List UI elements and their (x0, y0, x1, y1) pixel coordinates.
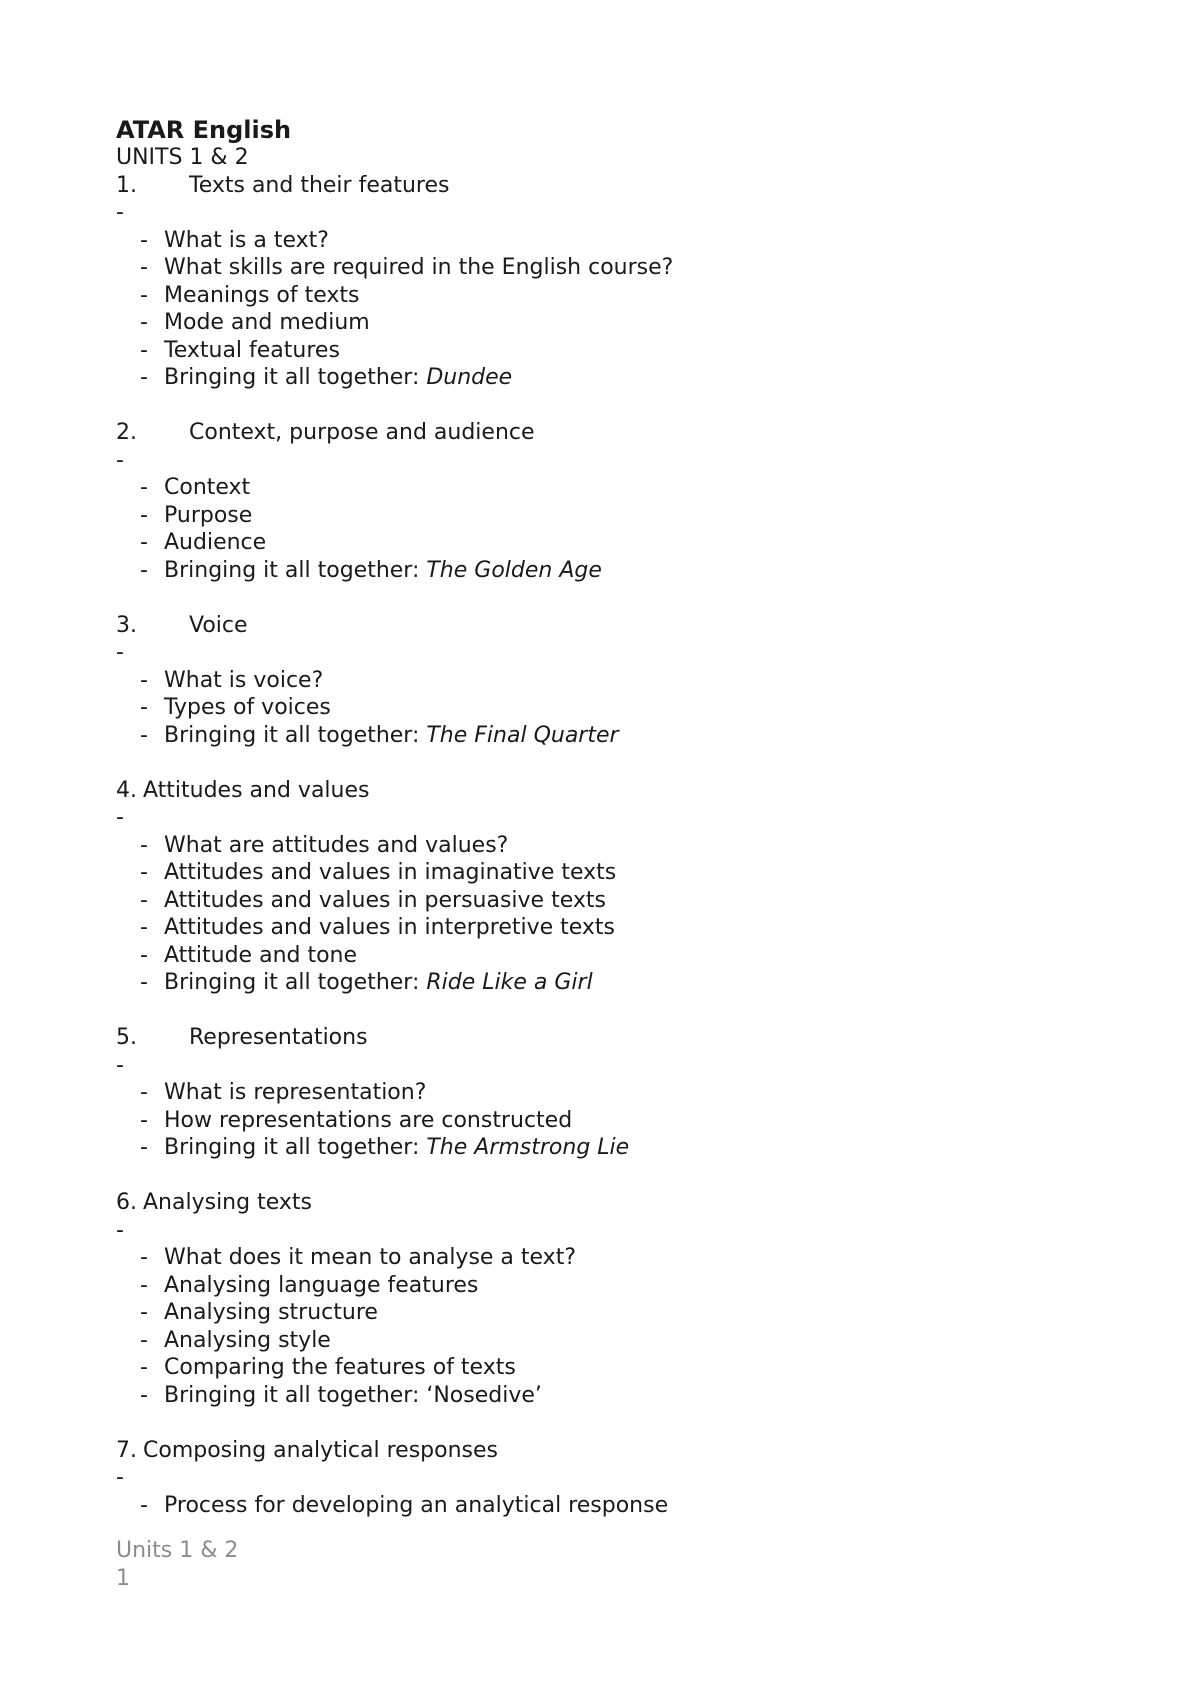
dash-bullet: - (140, 1355, 148, 1380)
list-item (140, 1107, 1116, 1135)
section-items (116, 1079, 1116, 1162)
section-5 (116, 1024, 1116, 1162)
dash-bullet: - (140, 1382, 148, 1408)
dash-bullet: - (140, 667, 148, 693)
page-number: 1 (116, 1565, 130, 1591)
dash-bullet: - (140, 255, 148, 280)
section-items (116, 832, 1116, 997)
section-2 (116, 419, 1116, 584)
section-number: 6. (116, 1190, 137, 1215)
section-list (116, 172, 1116, 1520)
list-item-text: Comparing the features of texts (164, 1355, 516, 1380)
list-item (140, 309, 1116, 337)
document-content (116, 116, 1116, 1519)
list-item-text: How representations are constructed (164, 1107, 573, 1133)
section-dash: - (116, 1217, 124, 1243)
dash-bullet: - (140, 310, 148, 335)
list-item (140, 1079, 1116, 1107)
text-title-italic: Ride Like a Girl (426, 970, 593, 995)
section-heading (116, 777, 1116, 805)
list-item (140, 667, 1116, 695)
footer-label: Units 1 & 2 (116, 1538, 239, 1563)
list-item-text: Bringing it all together: (164, 557, 427, 583)
section-title: Voice (189, 612, 248, 638)
list-item-text: What is representation? (164, 1080, 427, 1105)
dash-bullet: - (140, 970, 148, 995)
list-item-text: What skills are required in the English course? (164, 255, 674, 280)
list-item (140, 254, 1116, 282)
document-title: ATAR English (116, 116, 292, 144)
list-item-text: Mode and medium (164, 310, 370, 335)
section-dash: - (116, 640, 124, 665)
list-item (140, 859, 1116, 887)
section-number: 1. (116, 172, 137, 198)
section-items (116, 227, 1116, 392)
list-item (140, 1244, 1116, 1272)
section-heading (116, 1437, 1116, 1465)
dash-bullet: - (140, 475, 148, 500)
text-title-italic: The Armstrong Lie (426, 1135, 630, 1160)
document-subtitle: UNITS 1 & 2 (116, 145, 249, 170)
list-item (140, 1134, 1116, 1162)
list-item-text: Bringing it all together: (164, 1135, 427, 1160)
list-item-text: Bringing it all together: (164, 970, 427, 995)
dash-bullet: - (140, 695, 148, 720)
section-heading (116, 1024, 1116, 1052)
dash-bullet: - (140, 887, 148, 913)
list-item-text: Bringing it all together: (164, 722, 427, 748)
section-title: Texts and their features (189, 172, 450, 198)
list-item-text: Bringing it all together: (164, 365, 427, 390)
list-item-text: Analysing structure (164, 1300, 378, 1325)
section-1 (116, 172, 1116, 392)
dash-bullet: - (140, 942, 148, 968)
list-item-text: Attitude and tone (164, 942, 358, 968)
section-title: Context, purpose and audience (189, 420, 535, 445)
list-item-text: Process for developing an analytical response (164, 1492, 669, 1518)
list-item-text: What is a text? (164, 227, 329, 253)
list-item-text: Attitudes and values in persuasive texts (164, 887, 606, 913)
section-dash: - (116, 1052, 124, 1078)
list-item (140, 529, 1116, 557)
section-number: 5. (116, 1025, 137, 1050)
section-items (116, 1492, 1116, 1520)
dash-bullet: - (140, 1080, 148, 1105)
list-item (140, 227, 1116, 255)
list-item-text: Analysing style (164, 1327, 331, 1353)
list-item-text: Bringing it all together: ‘Nosedive’ (164, 1382, 542, 1408)
dash-bullet: - (140, 227, 148, 253)
dash-bullet: - (140, 365, 148, 390)
dash-bullet: - (140, 832, 148, 858)
list-item (140, 1354, 1116, 1382)
list-item (140, 474, 1116, 502)
list-item (140, 1272, 1116, 1300)
section-heading (116, 419, 1116, 447)
list-item-text: Textual features (164, 337, 340, 363)
list-item-text: What does it mean to analyse a text? (164, 1245, 577, 1270)
section-dash: - (116, 200, 124, 225)
list-item (140, 557, 1116, 585)
list-item (140, 1327, 1116, 1355)
section-7 (116, 1437, 1116, 1520)
list-item (140, 832, 1116, 860)
list-item (140, 364, 1116, 392)
dash-bullet: - (140, 915, 148, 940)
section-title: Representations (189, 1025, 368, 1050)
dash-bullet: - (140, 722, 148, 748)
dash-bullet: - (140, 1272, 148, 1298)
list-item-text: Context (164, 475, 251, 500)
list-item (140, 722, 1116, 750)
list-item (140, 694, 1116, 722)
dash-bullet: - (140, 1245, 148, 1270)
list-item-text: What is voice? (164, 667, 324, 693)
section-number: 3. (116, 612, 137, 638)
text-title-italic: Dundee (426, 365, 513, 390)
list-item (140, 282, 1116, 310)
section-number: 4. (116, 777, 137, 803)
dash-bullet: - (140, 1107, 148, 1133)
dash-bullet: - (140, 557, 148, 583)
list-item-text: Audience (164, 530, 267, 555)
list-item (140, 1299, 1116, 1327)
text-title-italic: The Final Quarter (426, 722, 619, 748)
list-item-text: Types of voices (164, 695, 331, 720)
dash-bullet: - (140, 1327, 148, 1353)
list-item (140, 914, 1116, 942)
section-heading (116, 1189, 1116, 1217)
section-dash: - (116, 1465, 124, 1490)
page-footer (116, 1537, 238, 1592)
list-item (140, 337, 1116, 365)
list-item (140, 502, 1116, 530)
dash-bullet: - (140, 1492, 148, 1518)
dash-bullet: - (140, 282, 148, 308)
dash-bullet: - (140, 530, 148, 555)
dash-bullet: - (140, 337, 148, 363)
list-item (140, 1382, 1116, 1410)
section-dash: - (116, 447, 124, 473)
list-item (140, 942, 1116, 970)
section-items (116, 474, 1116, 584)
list-item-text: Analysing language features (164, 1272, 479, 1298)
dash-bullet: - (140, 1300, 148, 1325)
section-items (116, 1244, 1116, 1409)
dash-bullet: - (140, 860, 148, 885)
list-item-text: Attitudes and values in interpretive texts (164, 915, 616, 940)
section-heading (116, 612, 1116, 640)
section-title: Analysing texts (143, 1190, 312, 1215)
list-item-text: Purpose (164, 502, 253, 528)
dash-bullet: - (140, 1135, 148, 1160)
section-title: Attitudes and values (143, 777, 370, 803)
list-item (140, 887, 1116, 915)
section-dash: - (116, 805, 124, 830)
list-item-text: Attitudes and values in imaginative texts (164, 860, 617, 885)
section-6 (116, 1189, 1116, 1409)
section-number: 7. (116, 1437, 137, 1463)
section-4 (116, 777, 1116, 997)
text-title-italic: The Golden Age (426, 557, 602, 583)
section-number: 2. (116, 420, 137, 445)
list-item (140, 969, 1116, 997)
list-item-text: Meanings of texts (164, 282, 360, 308)
section-items (116, 667, 1116, 750)
dash-bullet: - (140, 502, 148, 528)
list-item (140, 1492, 1116, 1520)
list-item-text: What are attitudes and values? (164, 832, 509, 858)
section-heading (116, 172, 1116, 200)
section-title: Composing analytical responses (143, 1437, 498, 1463)
section-3 (116, 612, 1116, 750)
